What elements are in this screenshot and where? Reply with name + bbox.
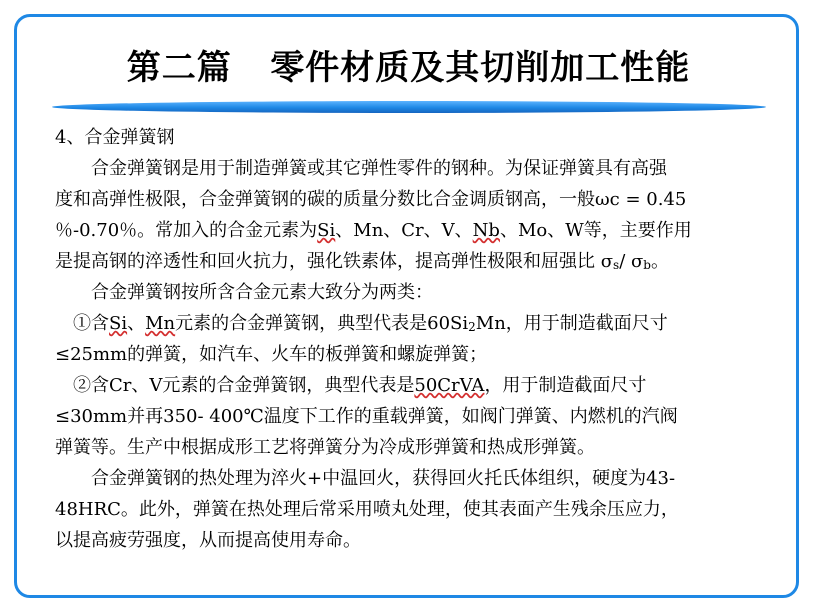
list-item-1 <box>55 308 767 339</box>
element-symbol: Nb <box>472 220 500 241</box>
title-divider <box>52 101 766 113</box>
subscript: 2 <box>468 320 476 334</box>
text-run: ，用于制造截面尺寸 <box>484 375 647 396</box>
paragraph-line: 48HRC。此外，弹簧在热处理后常采用喷丸处理，使其表面产生残余压应力， <box>55 499 679 520</box>
text-run: 、Mn、Cr、V、 <box>335 220 473 241</box>
text-run: ％-0.70％。常加入的合金元素为 <box>55 220 318 241</box>
text-run: 是提高钢的淬透性和回火抗力，强化铁素体，提高弹性极限和屈强比 σ <box>55 251 614 272</box>
paragraph-line: ≤25mm的弹簧，如汽车、火车的板弹簧和螺旋弹簧； <box>55 344 488 365</box>
text-run: ②含Cr、V元素的合金弹簧钢，典型代表是 <box>73 375 415 396</box>
paragraph-line: ≤30mm并再350- 400℃温度下工作的重载弹簧，如阀门弹簧、内燃机的汽阀 <box>55 406 678 427</box>
paragraph-line: 合金弹簧钢的热处理为淬火+中温回火，获得回火托氏体组织，硬度为43- <box>91 468 676 489</box>
text-run: ，用于制造截面尺寸 <box>505 313 668 334</box>
text-run: ①含 <box>73 313 109 334</box>
paragraph-line: 以提高疲劳强度，从而提高使用寿命。 <box>55 530 361 551</box>
steel-grade: 60Si <box>427 313 469 334</box>
paragraph-line: 度和高弹性极限，合金弹簧钢的碳的质量分数比合金调质钢高，一般ωc = 0.45 <box>55 189 687 210</box>
subscript: b <box>643 258 651 272</box>
text-run: 、Mo、W等，主要作用 <box>499 220 692 241</box>
paragraph-line: 弹簧等。生产中根据成形工艺将弹簧分为冷成形弹簧和热成形弹簧。 <box>55 437 595 458</box>
section-heading: 4、合金弹簧钢 <box>55 127 175 148</box>
steel-grade: Mn <box>475 313 506 334</box>
steel-grade: 50CrVA <box>414 375 485 396</box>
text-run: / σ <box>619 251 644 272</box>
paragraph-line: 合金弹簧钢按所含合金元素大致分为两类： <box>91 282 433 303</box>
text-run: 。 <box>650 251 669 272</box>
text-run: 元素的合金弹簧钢，典型代表是 <box>175 313 428 334</box>
element-symbol: Mn <box>145 313 176 334</box>
text-run: 、 <box>127 313 146 334</box>
paragraph-line: 合金弹簧钢是用于制造弹簧或其它弹性零件的钢种。为保证弹簧具有高强 <box>91 158 667 179</box>
element-symbol: Si <box>109 313 128 334</box>
slide-title: 第二篇 零件材质及其切削加工性能 <box>126 48 691 88</box>
subscript: s <box>613 258 620 272</box>
paragraph-line <box>55 246 767 277</box>
slide-body <box>55 122 767 556</box>
element-symbol: Si <box>317 220 336 241</box>
list-item-2 <box>55 370 767 401</box>
paragraph-line <box>55 215 767 246</box>
